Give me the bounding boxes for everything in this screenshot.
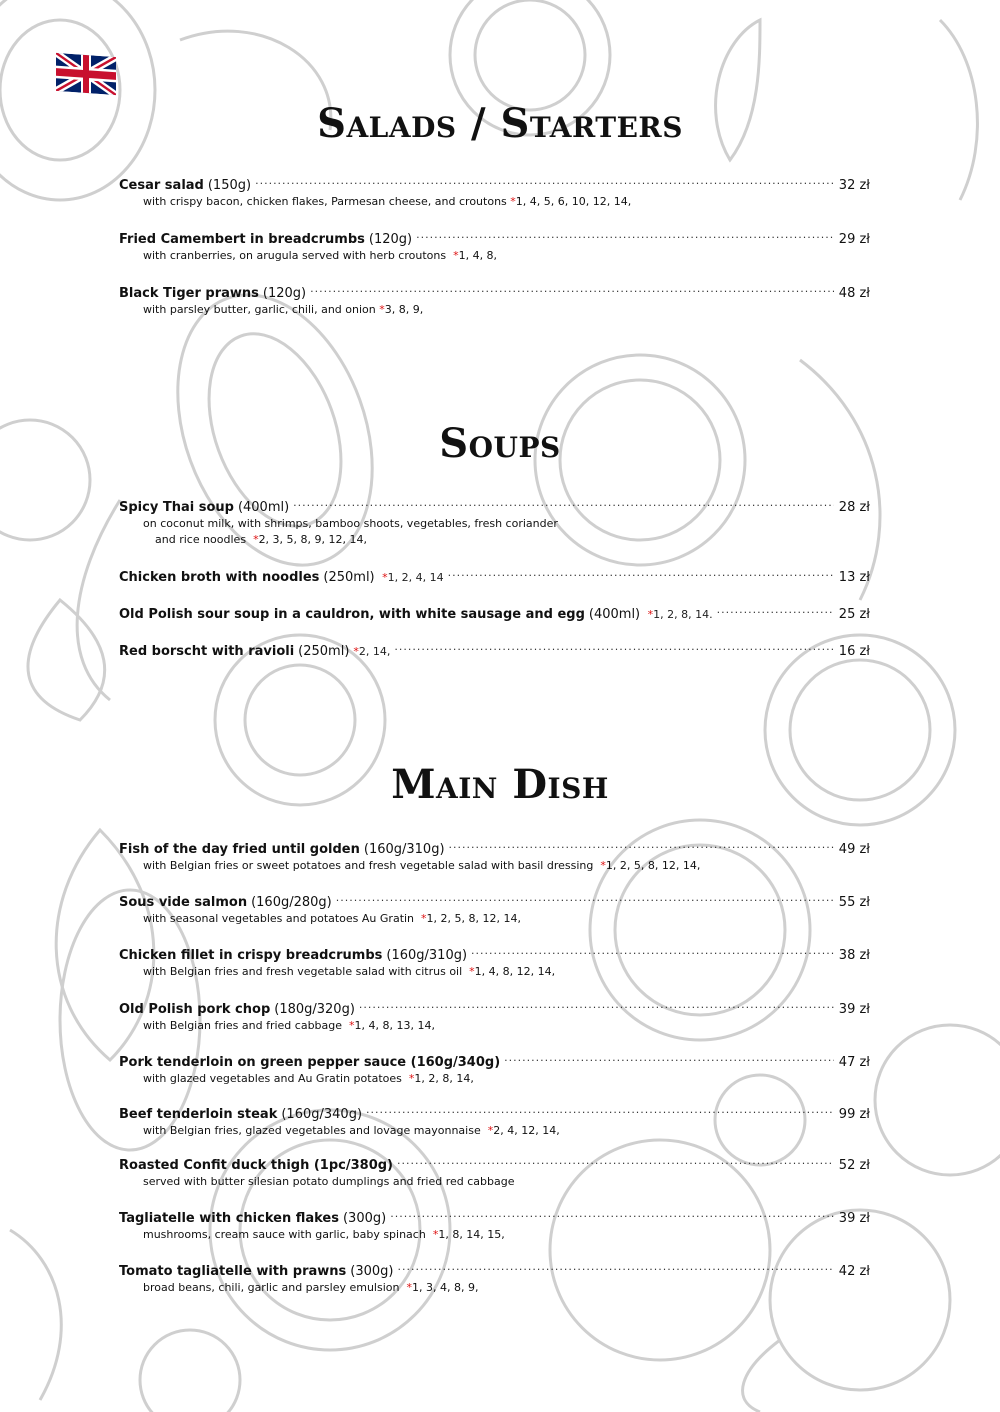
- menu-item-fish-of-the-day[interactable]: [119, 836, 870, 874]
- item-description-line2: and rice noodles *2, 3, 5, 8, 9, 12, 14,: [155, 533, 368, 546]
- menu-item-spicy-thai-soup[interactable]: [119, 494, 870, 548]
- item-weight: (180g/320g): [274, 1002, 355, 1017]
- menu-item-chicken-fillet[interactable]: [119, 942, 870, 980]
- item-weight: (160g/310g): [363, 842, 445, 857]
- item-weight: (300g): [342, 1211, 387, 1226]
- item-allergens: 1, 4, 5, 6, 10, 12, 14,: [515, 195, 632, 208]
- item-description: with parsley butter, garlic, chili, and onion *3, 8, 9,: [143, 303, 424, 316]
- menu-item-tomato-tagliatelle-prawns[interactable]: [119, 1258, 870, 1296]
- item-weight: (120g): [262, 286, 307, 301]
- menu-item-cesar-salad[interactable]: [119, 172, 870, 210]
- item-allergens: 1, 4, 8,: [458, 249, 498, 262]
- menu-item-fried-camembert[interactable]: [119, 226, 870, 264]
- item-allergens: *2, 14,: [353, 645, 391, 658]
- item-name: Black Tiger prawns: [119, 286, 259, 301]
- item-price: 28 zł: [838, 500, 870, 515]
- dot-leader: [717, 601, 834, 618]
- menu-item-sous-vide-salmon[interactable]: [119, 889, 870, 927]
- menu-item-pork-tenderloin[interactable]: [119, 1049, 870, 1087]
- section-title-soups: Soups: [439, 420, 561, 467]
- item-allergens: 1, 4, 8, 12, 14,: [474, 965, 556, 978]
- item-allergens: 3, 8, 9,: [384, 303, 424, 316]
- item-price: 25 zł: [838, 607, 870, 622]
- item-weight: (400ml): [237, 500, 290, 515]
- section-title-starters: Salads / Starters: [317, 100, 683, 147]
- item-allergens: *1, 2, 8, 14.: [647, 608, 713, 621]
- dot-leader: [293, 494, 834, 511]
- menu-item-old-polish-sour-soup[interactable]: [119, 601, 870, 623]
- dot-leader: [449, 836, 834, 853]
- item-weight: (300g): [350, 1264, 394, 1279]
- item-name: Tomato tagliatelle with prawns: [119, 1264, 347, 1279]
- item-description: broad beans, chili, garlic and parsley emulsion *1, 3, 4, 8, 9,: [143, 1281, 479, 1294]
- item-price: 16 zł: [838, 644, 870, 659]
- item-price: 47 zł: [838, 1055, 870, 1070]
- item-description: with seasonal vegetables and potatoes Au Gratin *1, 2, 5, 8, 12, 14,: [143, 912, 521, 925]
- item-allergens: 2, 3, 5, 8, 9, 12, 14,: [258, 533, 368, 546]
- item-price: 99 zł: [838, 1107, 870, 1122]
- menu-item-chicken-broth[interactable]: [119, 564, 870, 586]
- item-allergens: 2, 4, 12, 14,: [493, 1124, 560, 1137]
- item-description: served with butter silesian potato dumplings and fried red cabbage: [143, 1175, 515, 1188]
- item-weight: (160g/280g): [251, 895, 332, 910]
- item-price: 49 zł: [838, 842, 870, 857]
- dot-leader: [366, 1101, 834, 1118]
- dot-leader: [416, 226, 834, 243]
- item-price: 55 zł: [838, 895, 870, 910]
- item-weight: (250ml): [298, 644, 350, 659]
- menu-item-beef-tenderloin-steak[interactable]: [119, 1101, 870, 1139]
- item-price: 13 zł: [838, 570, 870, 585]
- item-name: Red borscht with ravioli: [119, 644, 295, 659]
- menu-item-tagliatelle-chicken[interactable]: [119, 1205, 870, 1243]
- item-description: with cranberries, on arugula served with herb croutons *1, 4, 8,: [143, 249, 498, 262]
- dot-leader: [504, 1049, 834, 1066]
- item-allergens: 1, 2, 5, 8, 12, 14,: [426, 912, 521, 925]
- item-name: Pork tenderloin on green pepper sauce (160g/340g): [119, 1055, 501, 1070]
- dot-leader: [471, 942, 834, 959]
- item-description: with crispy bacon, chicken flakes, Parmesan cheese, and croutons *1, 4, 5, 6, 10, 12, 14,: [143, 195, 632, 208]
- menu-item-black-tiger-prawns[interactable]: [119, 280, 870, 318]
- dot-leader: [397, 1152, 834, 1169]
- uk-flag-icon[interactable]: [56, 53, 116, 95]
- item-name: Old Polish sour soup in a cauldron, with white sausage and egg: [119, 607, 585, 622]
- dot-leader: [394, 638, 834, 655]
- dot-leader: [336, 889, 834, 906]
- item-price: 39 zł: [838, 1211, 870, 1226]
- item-description: on coconut milk, with shrimps, bamboo shoots, vegetables, fresh coriander: [143, 517, 558, 530]
- item-name: Tagliatelle with chicken flakes: [119, 1211, 339, 1226]
- item-name: Chicken broth with noodles: [119, 570, 320, 585]
- item-weight: (150g): [207, 178, 252, 193]
- item-price: 38 zł: [838, 948, 870, 963]
- dot-leader: [398, 1258, 835, 1275]
- item-name: Cesar salad: [119, 178, 204, 193]
- menu-item-red-borscht[interactable]: [119, 638, 870, 660]
- item-description: with Belgian fries and fried cabbage *1, 4, 8, 13, 14,: [143, 1019, 435, 1032]
- item-allergens: *1, 2, 4, 14: [382, 571, 444, 584]
- item-price: 32 zł: [838, 178, 870, 193]
- item-price: 52 zł: [838, 1158, 870, 1173]
- item-price: 29 zł: [838, 232, 870, 247]
- item-name: Fish of the day fried until golden: [119, 842, 360, 857]
- item-weight: (400ml): [588, 607, 641, 622]
- item-name: Roasted Confit duck thigh (1pc/380g): [119, 1158, 393, 1173]
- item-allergens: 1, 2, 5, 8, 12, 14,: [605, 859, 701, 872]
- item-name: Spicy Thai soup: [119, 500, 234, 515]
- item-allergens: 1, 8, 14, 15,: [438, 1228, 505, 1241]
- item-description: with glazed vegetables and Au Gratin potatoes *1, 2, 8, 14,: [143, 1072, 474, 1085]
- dot-leader: [390, 1205, 834, 1222]
- item-description: with Belgian fries, glazed vegetables and lovage mayonnaise *2, 4, 12, 14,: [143, 1124, 560, 1137]
- item-name: Chicken fillet in crispy breadcrumbs: [119, 948, 383, 963]
- item-description: mushrooms, cream sauce with garlic, baby spinach *1, 8, 14, 15,: [143, 1228, 505, 1241]
- item-price: 48 zł: [838, 286, 870, 301]
- item-allergens: 1, 3, 4, 8, 9,: [411, 1281, 479, 1294]
- item-price: 42 zł: [838, 1264, 870, 1279]
- dot-leader: [310, 280, 834, 297]
- item-name: Fried Camembert in breadcrumbs: [119, 232, 365, 247]
- item-price: 39 zł: [838, 1002, 870, 1017]
- item-description: with Belgian fries or sweet potatoes and fresh vegetable salad with basil dressing *1, 2, 5, 8, 12, 14,: [143, 859, 701, 872]
- item-allergens: 1, 2, 8, 14,: [414, 1072, 474, 1085]
- menu-item-roasted-confit-duck[interactable]: [119, 1152, 870, 1190]
- item-allergens: 1, 4, 8, 13, 14,: [354, 1019, 435, 1032]
- item-weight: (160g/310g): [386, 948, 468, 963]
- item-name: Beef tenderloin steak: [119, 1107, 278, 1122]
- menu-item-old-polish-pork-chop[interactable]: [119, 996, 870, 1034]
- section-title-main-dish: Main Dish: [391, 761, 609, 808]
- dot-leader: [359, 996, 834, 1013]
- item-description: with Belgian fries and fresh vegetable salad with citrus oil *1, 4, 8, 12, 14,: [143, 965, 556, 978]
- item-weight: (160g/340g): [281, 1107, 363, 1122]
- item-name: Old Polish pork chop: [119, 1002, 271, 1017]
- item-weight: (120g): [368, 232, 413, 247]
- dot-leader: [448, 564, 834, 581]
- dot-leader: [255, 172, 834, 189]
- item-weight: (250ml): [323, 570, 375, 585]
- item-name: Sous vide salmon: [119, 895, 248, 910]
